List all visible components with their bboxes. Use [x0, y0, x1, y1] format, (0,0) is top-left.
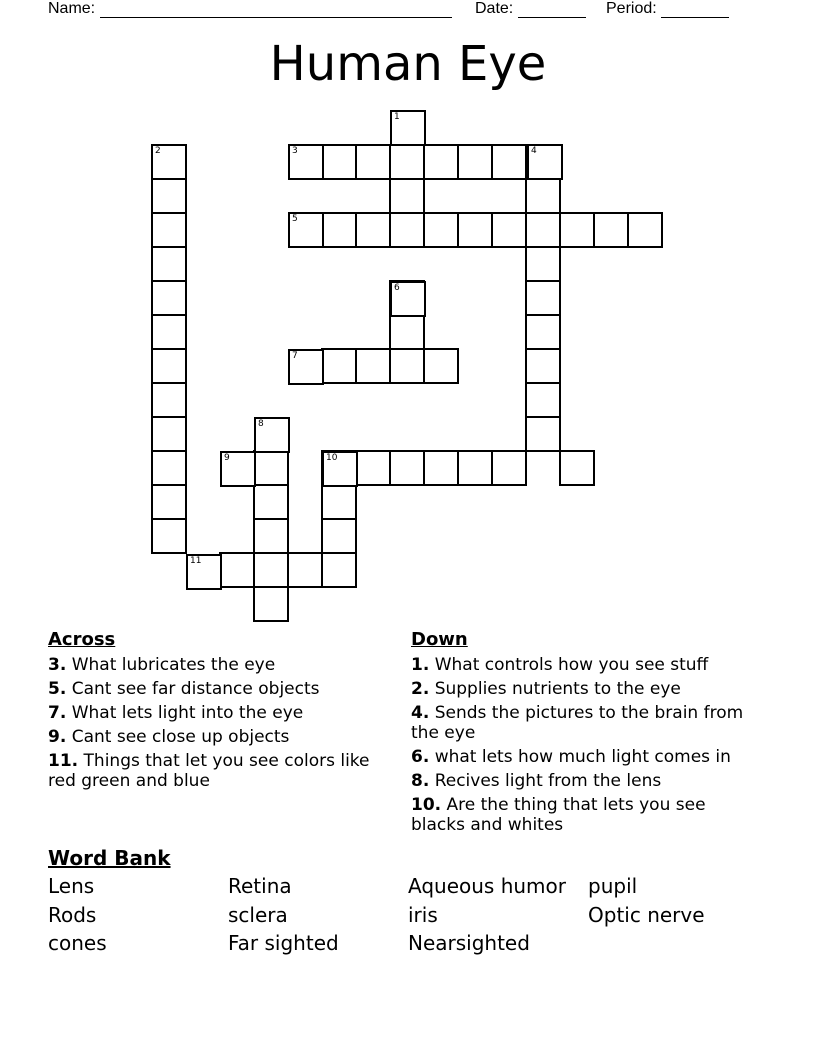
grid-cell[interactable] [253, 586, 289, 622]
across-clue-9 [48, 727, 393, 747]
grid-cell[interactable] [423, 450, 459, 486]
grid-cell[interactable] [389, 450, 425, 486]
word-bank-item: Aqueous humor [408, 874, 566, 898]
clue-number-8: 8 [258, 419, 264, 429]
grid-cell[interactable] [491, 212, 527, 248]
clue-number-11: 11 [190, 556, 202, 566]
down-heading: Down [411, 629, 468, 650]
word-bank-item: Lens [48, 874, 95, 898]
clue-number-3: 3 [292, 146, 298, 156]
grid-cell[interactable] [525, 348, 561, 384]
down-clue-1 [411, 655, 756, 675]
clue-text: Are the thing that lets you see blacks and whites [411, 795, 706, 835]
grid-cell[interactable] [525, 280, 561, 316]
grid-cell[interactable] [151, 212, 187, 248]
clue-number: 3. [48, 655, 67, 675]
date-field[interactable] [475, 0, 586, 20]
grid-cell[interactable] [321, 518, 357, 554]
grid-cell[interactable] [457, 450, 493, 486]
grid-cell[interactable] [321, 552, 357, 588]
clue-number-1: 1 [394, 112, 400, 122]
word-bank-item: iris [408, 903, 438, 927]
grid-cell[interactable] [151, 518, 187, 554]
grid-cell[interactable] [321, 348, 357, 384]
clue-number-6: 6 [394, 283, 400, 293]
grid-cell[interactable] [151, 348, 187, 384]
grid-cell[interactable] [627, 212, 663, 248]
down-clue-4 [411, 703, 756, 743]
down-clue-6 [411, 747, 756, 767]
name-label: Name: [48, 0, 96, 17]
word-bank-item: Optic nerve [588, 903, 705, 927]
down-clue-2 [411, 679, 756, 699]
word-bank-item: Nearsighted [408, 931, 530, 955]
grid-cell[interactable] [151, 382, 187, 418]
grid-cell[interactable] [525, 212, 561, 248]
grid-cell[interactable] [389, 314, 425, 350]
grid-cell[interactable] [253, 552, 289, 588]
grid-cell[interactable] [389, 212, 425, 248]
period-blank-line[interactable] [661, 3, 729, 18]
grid-cell[interactable] [423, 144, 459, 180]
clue-text: Cant see close up objects [71, 727, 290, 747]
clue-number-9: 9 [224, 453, 230, 463]
page-title: Human Eye [269, 36, 547, 92]
clue-text: What lubricates the eye [71, 655, 276, 675]
grid-cell[interactable] [491, 144, 527, 180]
grid-cell-6[interactable] [390, 281, 426, 317]
grid-cell[interactable] [355, 212, 391, 248]
grid-cell[interactable] [355, 450, 391, 486]
grid-cell[interactable] [321, 484, 357, 520]
word-bank-item: Rods [48, 903, 97, 927]
word-bank-item: sclera [228, 903, 288, 927]
grid-cell[interactable] [219, 552, 255, 588]
grid-cell-5[interactable] [288, 212, 324, 248]
grid-cell[interactable] [525, 314, 561, 350]
grid-cell[interactable] [151, 450, 187, 486]
grid-cell[interactable] [559, 450, 595, 486]
clue-number: 2. [411, 679, 430, 699]
clue-number: 4. [411, 703, 430, 723]
word-bank-item: Far sighted [228, 931, 339, 955]
grid-cell[interactable] [253, 484, 289, 520]
name-field[interactable] [48, 0, 452, 20]
grid-cell[interactable] [151, 416, 187, 452]
grid-cell-9[interactable] [220, 451, 256, 487]
grid-cell[interactable] [559, 212, 595, 248]
grid-cell[interactable] [525, 382, 561, 418]
grid-cell[interactable] [457, 212, 493, 248]
grid-cell[interactable] [287, 552, 323, 588]
word-bank-heading: Word Bank [48, 846, 171, 870]
grid-cell-1[interactable] [390, 110, 426, 146]
clue-number: 10. [411, 795, 442, 815]
clue-text: what lets how much light comes in [434, 747, 731, 767]
grid-cell[interactable] [525, 416, 561, 452]
grid-cell[interactable] [321, 212, 357, 248]
grid-cell[interactable] [321, 144, 357, 180]
grid-cell-7[interactable] [288, 349, 324, 385]
clue-number: 6. [411, 747, 430, 767]
across-clue-5 [48, 679, 393, 699]
clue-number-5: 5 [292, 214, 298, 224]
clue-number-4: 4 [531, 146, 537, 156]
name-blank-line[interactable] [100, 3, 452, 18]
grid-cell-4[interactable] [527, 144, 563, 180]
date-blank-line[interactable] [518, 3, 586, 18]
grid-cell[interactable] [151, 280, 187, 316]
grid-cell[interactable] [491, 450, 527, 486]
grid-cell-2[interactable] [151, 144, 187, 180]
grid-cell[interactable] [253, 518, 289, 554]
clue-number-2: 2 [155, 146, 161, 156]
grid-cell[interactable] [355, 144, 391, 180]
clue-text: What lets light into the eye [71, 703, 304, 723]
word-bank-item: pupil [588, 874, 638, 898]
clue-number: 5. [48, 679, 67, 699]
grid-cell[interactable] [423, 212, 459, 248]
clue-number: 8. [411, 771, 430, 791]
down-clue-10 [411, 795, 756, 835]
grid-cell-10[interactable] [322, 451, 358, 487]
grid-cell-3[interactable] [288, 144, 324, 180]
period-label: Period: [606, 0, 657, 17]
clue-number: 9. [48, 727, 67, 747]
clue-number-10: 10 [326, 453, 338, 463]
clue-text: What controls how you see stuff [434, 655, 709, 675]
grid-cell[interactable] [253, 450, 289, 486]
clue-number: 7. [48, 703, 67, 723]
across-clue-7 [48, 703, 393, 723]
across-clue-11 [48, 751, 393, 791]
grid-cell[interactable] [389, 348, 425, 384]
grid-cell[interactable] [389, 178, 425, 214]
across-clue-3 [48, 655, 393, 675]
clue-text: Sends the pictures to the brain from the eye [411, 703, 744, 743]
down-clue-8 [411, 771, 756, 791]
clue-text: Supplies nutrients to the eye [434, 679, 681, 699]
grid-cell-11[interactable] [186, 554, 222, 590]
clue-text: Cant see far distance objects [71, 679, 320, 699]
grid-cell[interactable] [593, 212, 629, 248]
clue-number: 11. [48, 751, 79, 771]
word-bank-item: cones [48, 931, 107, 955]
grid-cell[interactable] [457, 144, 493, 180]
grid-cell-8[interactable] [254, 417, 290, 453]
clue-number: 1. [411, 655, 430, 675]
grid-cell[interactable] [151, 178, 187, 214]
grid-cell[interactable] [151, 246, 187, 282]
period-field[interactable] [606, 0, 729, 20]
grid-cell[interactable] [423, 348, 459, 384]
clue-number-7: 7 [292, 351, 298, 361]
grid-cell[interactable] [355, 348, 391, 384]
clue-text: Recives light from the lens [434, 771, 662, 791]
across-heading: Across [48, 629, 116, 650]
grid-cell[interactable] [151, 484, 187, 520]
word-bank-item: Retina [228, 874, 292, 898]
grid-cell[interactable] [525, 178, 561, 214]
grid-cell[interactable] [525, 246, 561, 282]
grid-cell[interactable] [151, 314, 187, 350]
date-label: Date: [475, 0, 514, 17]
clue-text: Things that let you see colors like red green and blue [48, 751, 370, 791]
